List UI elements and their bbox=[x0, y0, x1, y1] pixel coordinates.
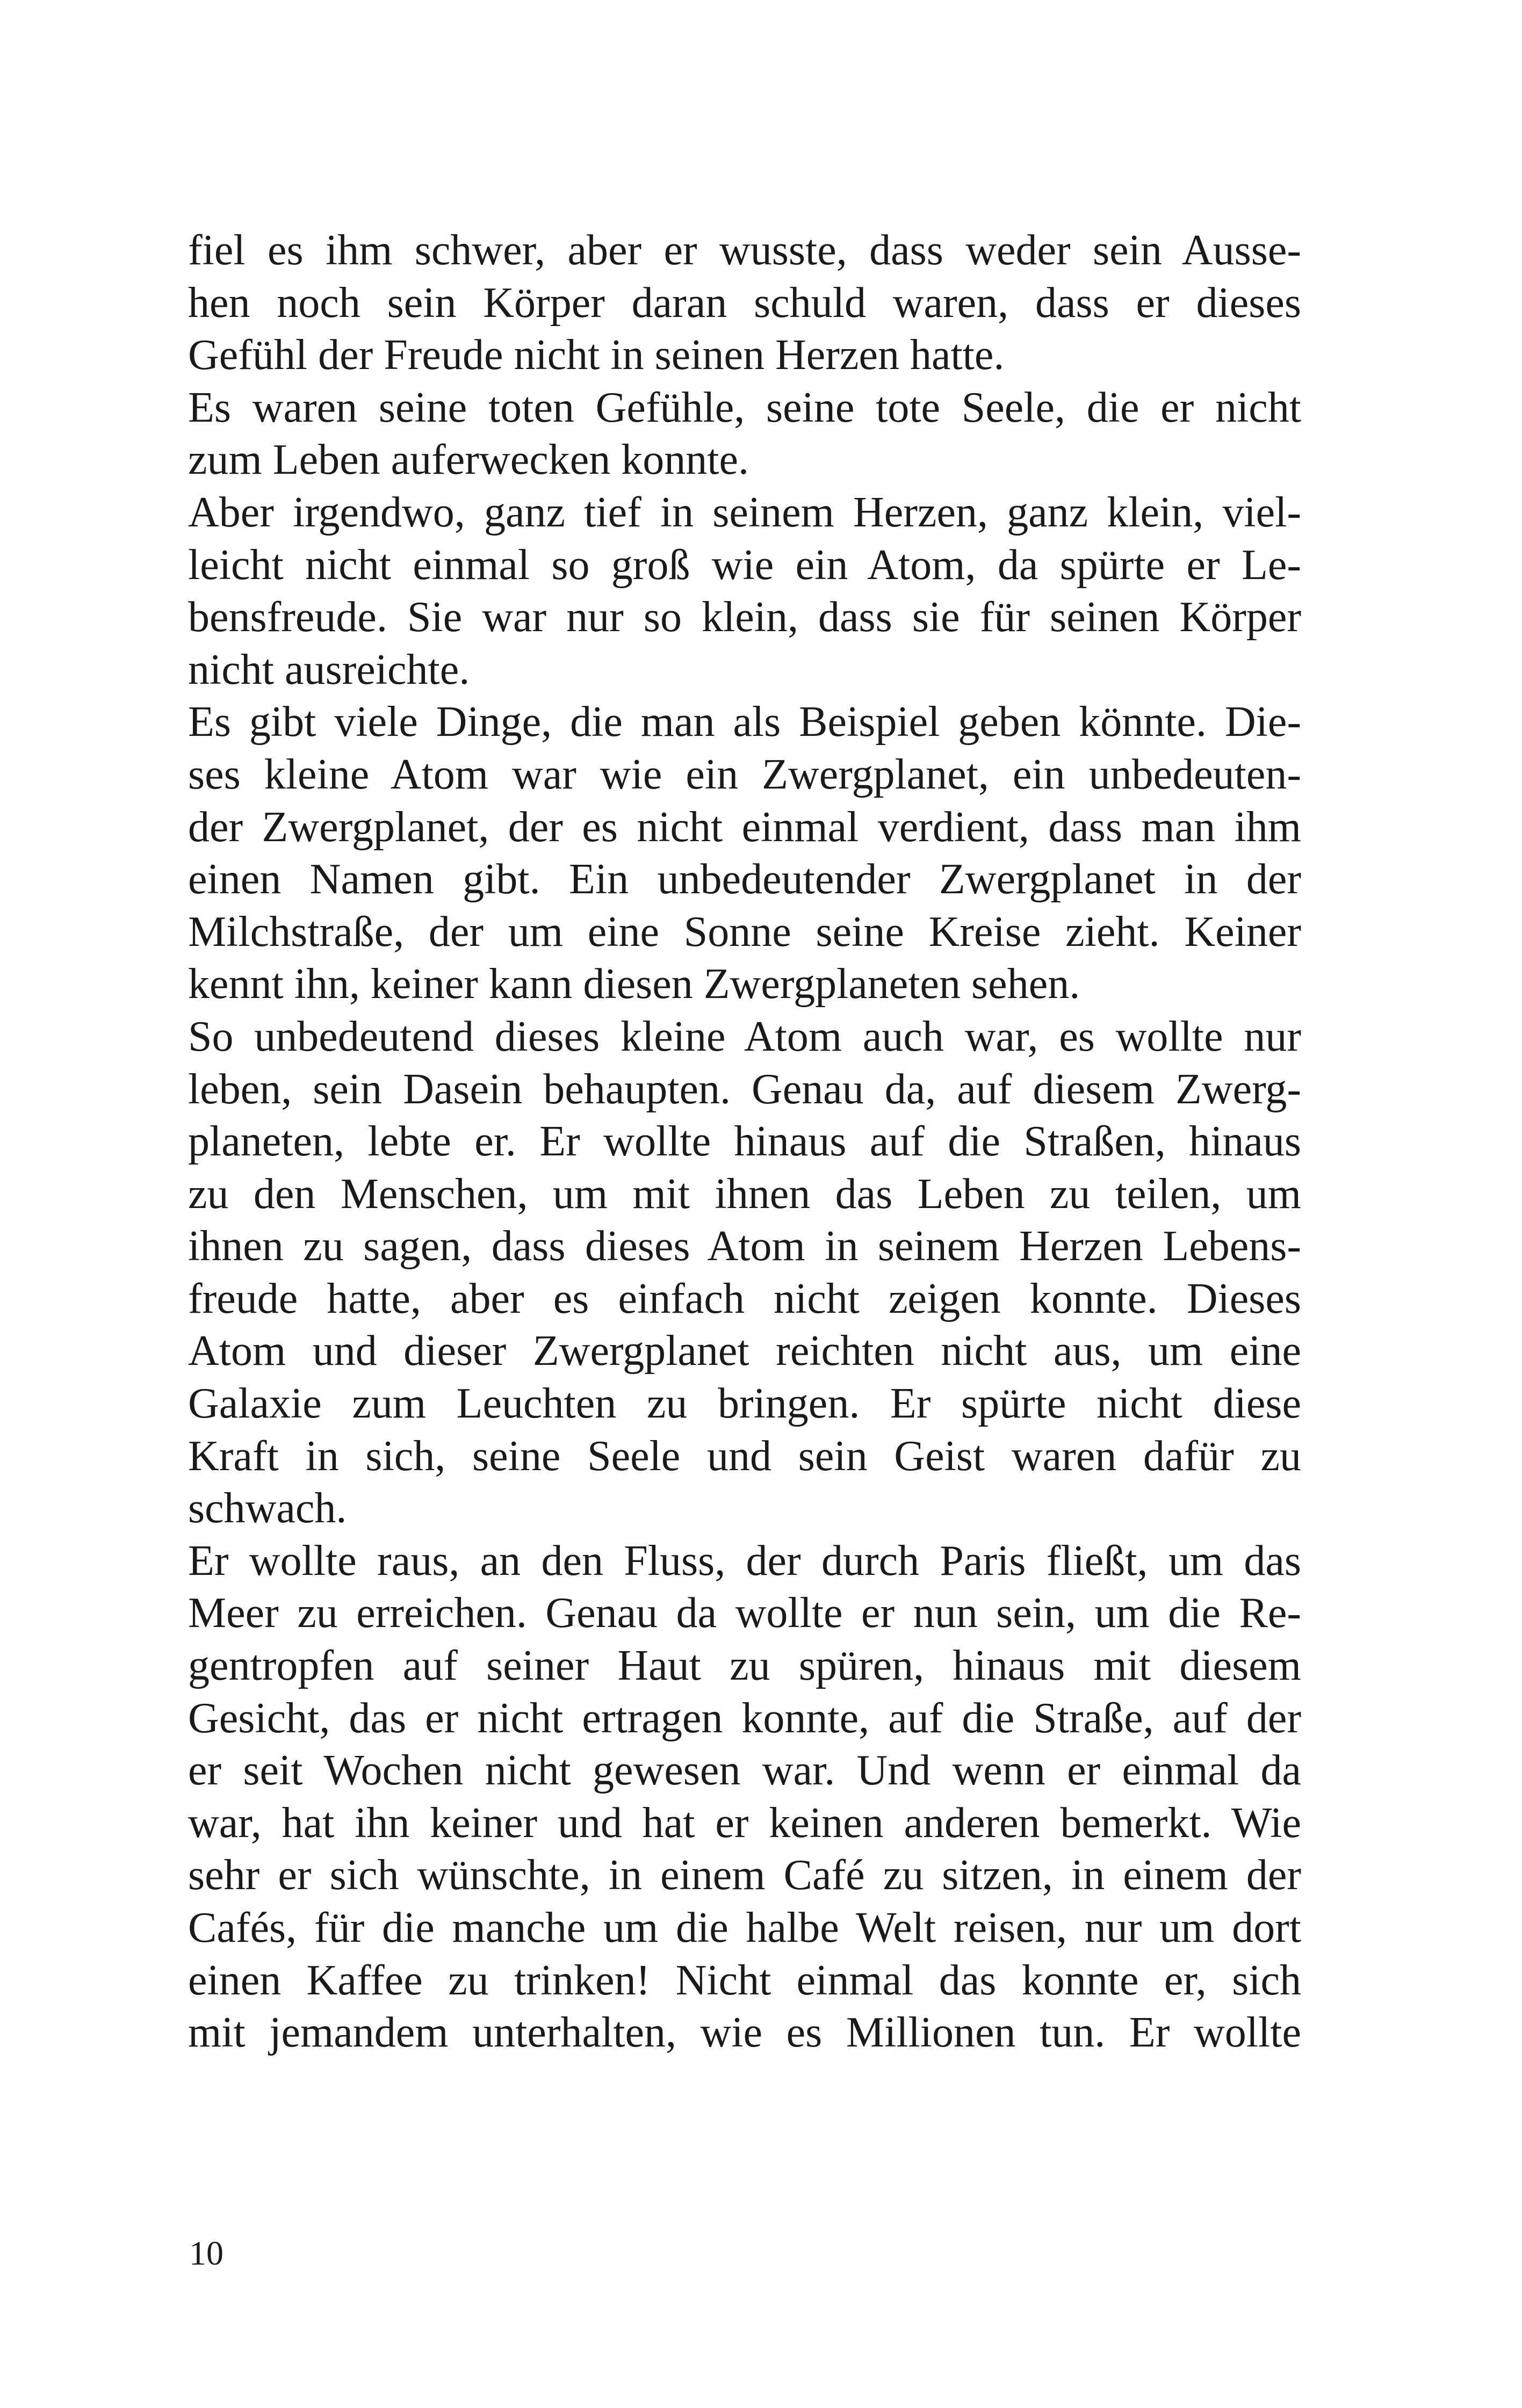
page-number: 10 bbox=[189, 2234, 223, 2272]
text-line: ihnen zu sagen, dass dieses Atom in seinem Herzen Lebens- bbox=[188, 1223, 1301, 1270]
text-line: einen Kaffee zu trinken! Nicht einmal das konnte er, sich bbox=[188, 1956, 1301, 2004]
text-line: nicht ausreichte. bbox=[188, 646, 470, 693]
text-line: bensfreude. Sie war nur so klein, dass sie für seinen Körper bbox=[188, 594, 1301, 641]
text-line: Atom und dieser Zwergplanet reichten nicht aus, um eine bbox=[188, 1327, 1301, 1375]
text-line: Cafés, für die manche um die halbe Welt reisen, nur um dort bbox=[188, 1904, 1301, 1951]
text-line: Gesicht, das er nicht ertragen konnte, auf die Straße, auf der bbox=[188, 1694, 1301, 1742]
text-line: Es waren seine toten Gefühle, seine tote Seele, die er nicht bbox=[188, 384, 1301, 431]
text-line: Kraft in sich, seine Seele und sein Geist waren dafür zu bbox=[188, 1432, 1301, 1480]
text-line: Meer zu erreichen. Genau da wollte er nun sein, um die Re- bbox=[188, 1589, 1301, 1637]
text-line: leicht nicht einmal so groß wie ein Atom, da spürte er Le- bbox=[188, 541, 1301, 589]
text-line: Es gibt viele Dinge, die man als Beispiel geben könnte. Die- bbox=[188, 698, 1301, 746]
text-line: schwach. bbox=[188, 1485, 347, 1532]
text-line: ses kleine Atom war wie ein Zwergplanet, ein unbedeuten- bbox=[188, 750, 1301, 798]
text-line: Aber irgendwo, ganz tief in seinem Herzen, ganz klein, viel- bbox=[188, 488, 1301, 536]
text-line: Er wollte raus, an den Fluss, der durch Paris fließt, um das bbox=[188, 1537, 1301, 1585]
text-line: hen noch sein Körper daran schuld waren, dass er dieses bbox=[188, 279, 1301, 327]
text-line: einen Namen gibt. Ein unbedeutender Zwergplanet in der bbox=[188, 856, 1301, 903]
text-line: er seit Wochen nicht gewesen war. Und wenn er einmal da bbox=[188, 1747, 1301, 1795]
text-line: planeten, lebte er. Er wollte hinaus auf die Straßen, hinaus bbox=[188, 1118, 1301, 1166]
text-line: mit jemandem unterhalten, wie es Millionen tun. Er wollte bbox=[188, 2009, 1301, 2057]
text-line: zum Leben auferwecken konnte. bbox=[188, 436, 749, 484]
text-line: fiel es ihm schwer, aber er wusste, dass weder sein Ausse- bbox=[188, 227, 1301, 274]
text-line: sehr er sich wünschte, in einem Café zu sitzen, in einem der bbox=[188, 1852, 1301, 1899]
text-line: Gefühl der Freude nicht in seinen Herzen hatte. bbox=[188, 331, 1005, 379]
body-text bbox=[188, 225, 1301, 2059]
text-line: leben, sein Dasein behaupten. Genau da, auf diesem Zwerg- bbox=[188, 1065, 1301, 1113]
text-line: freude hatte, aber es einfach nicht zeigen konnte. Dieses bbox=[188, 1275, 1301, 1322]
text-line: der Zwergplanet, der es nicht einmal verdient, dass man ihm bbox=[188, 803, 1301, 851]
text-line: Milchstraße, der um eine Sonne seine Kreise zieht. Keiner bbox=[188, 908, 1301, 956]
text-line: So unbedeutend dieses kleine Atom auch war, es wollte nur bbox=[188, 1013, 1301, 1060]
text-line: Galaxie zum Leuchten zu bringen. Er spürte nicht diese bbox=[188, 1380, 1301, 1428]
text-line: war, hat ihn keiner und hat er keinen anderen bemerkt. Wie bbox=[188, 1799, 1301, 1847]
text-line: kennt ihn, keiner kann diesen Zwergplaneten sehen. bbox=[188, 960, 1080, 1008]
text-line: gentropfen auf seiner Haut zu spüren, hinaus mit diesem bbox=[188, 1642, 1301, 1690]
text-line: zu den Menschen, um mit ihnen das Leben zu teilen, um bbox=[188, 1170, 1301, 1218]
